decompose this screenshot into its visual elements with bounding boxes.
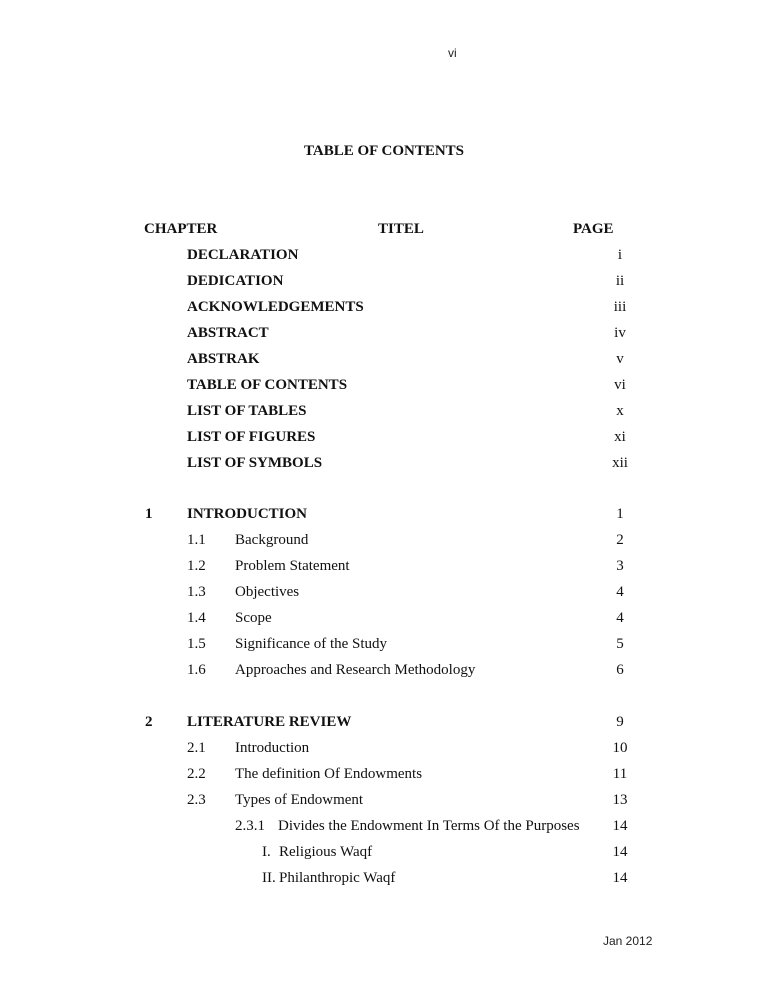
section-number: 1.4 [187,610,206,626]
section-page: 14 [612,818,628,834]
entry-page: x [616,403,624,419]
entry-page: iv [614,325,626,341]
section-title: Philanthropic Waqf [279,870,396,886]
section-title: Divides the Endowment In Terms Of the Purposes [278,818,580,834]
section-title: Scope [235,610,272,626]
entry-label: DEDICATION [187,273,284,289]
section-number: 2.1 [187,740,206,756]
column-header-page: PAGE [573,221,614,237]
entry-label: LIST OF TABLES [187,403,307,419]
section-title: Approaches and Research Methodology [235,662,476,678]
section-title: Objectives [235,584,300,600]
entry-page: vi [614,377,626,393]
entry-label: LIST OF FIGURES [187,429,316,445]
section-title: Background [235,532,309,548]
entry-label: ABSTRACT [187,325,269,341]
chapter-number: 1 [145,506,153,522]
entry-page: ii [615,273,625,289]
column-header-title: TITEL [378,221,424,237]
chapter-page: 1 [616,506,624,522]
section-number: 2.3.1 [235,818,265,834]
entry-label: ACKNOWLEDGEMENTS [187,299,364,315]
section-title: Significance of the Study [235,636,388,652]
section-page: 13 [612,792,628,808]
section-title: Types of Endowment [235,792,364,808]
section-number: 1.3 [187,584,206,600]
entry-page: iii [613,299,627,315]
section-page: 14 [612,870,628,886]
section-title: Religious Waqf [279,844,373,860]
entry-label: LIST OF SYMBOLS [187,455,323,471]
section-page: 2 [616,532,624,548]
section-page: 11 [612,766,628,782]
chapter-title: INTRODUCTION [187,506,308,522]
section-number: I. [262,844,271,860]
chapter-page: 9 [616,714,624,730]
section-number: II. [262,870,276,886]
entry-page: xii [612,455,628,471]
entry-page: xi [614,429,626,445]
section-page: 3 [616,558,624,574]
section-number: 1.2 [187,558,206,574]
section-page: 10 [612,740,628,756]
entry-label: TABLE OF CONTENTS [187,377,348,393]
entry-label: ABSTRAK [187,351,260,367]
section-page: 4 [616,584,624,600]
section-page: 14 [612,844,628,860]
section-title: Introduction [235,740,310,756]
section-page: 5 [616,636,624,652]
section-page: 4 [616,610,624,626]
section-number: 1.1 [187,532,206,548]
section-page: 6 [616,662,624,678]
entry-label: DECLARATION [187,247,299,263]
page-title: TABLE OF CONTENTS [303,143,465,159]
column-header-chapter: CHAPTER [144,221,218,237]
footer-date: Jan 2012 [603,934,653,948]
chapter-title: LITERATURE REVIEW [187,714,352,730]
page-number: vi [448,46,457,60]
section-title: The definition Of Endowments [235,766,423,782]
entry-page: i [617,247,623,263]
entry-page: v [616,351,624,367]
section-number: 2.3 [187,792,206,808]
section-number: 1.6 [187,662,206,678]
chapter-number: 2 [145,714,153,730]
section-number: 1.5 [187,636,206,652]
section-title: Problem Statement [235,558,350,574]
section-number: 2.2 [187,766,206,782]
